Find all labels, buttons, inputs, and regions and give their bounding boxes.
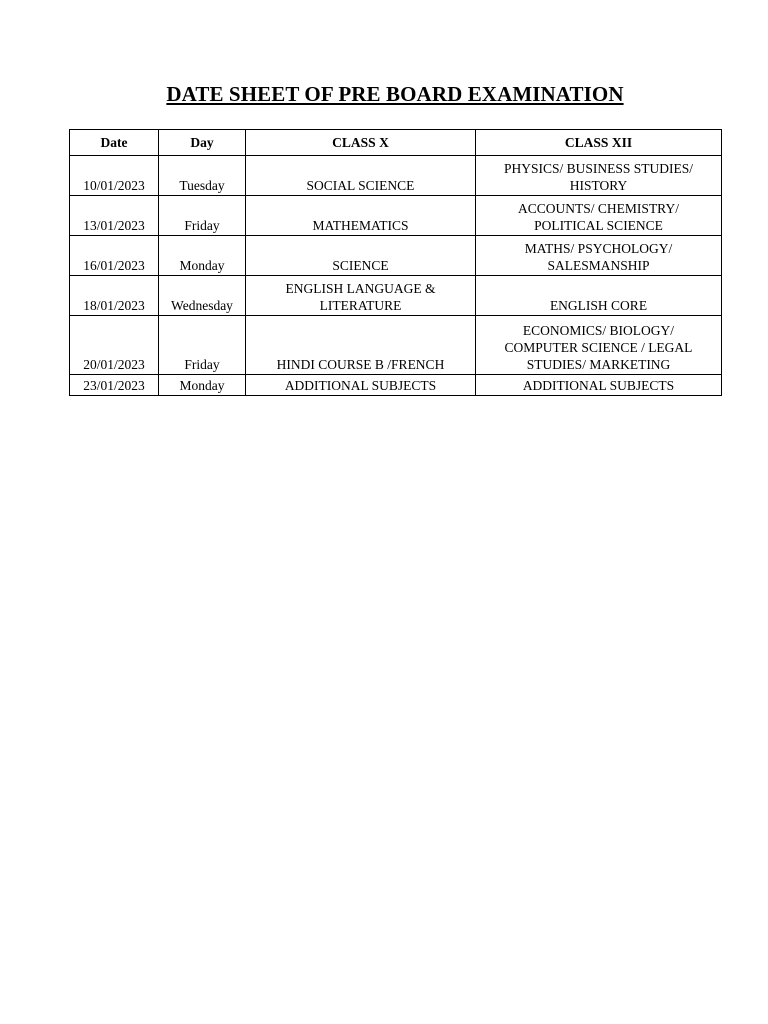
cell-class-x (246, 276, 476, 316)
cell-date: 10/01/2023 (70, 156, 159, 196)
cell-class-x (246, 196, 476, 236)
cell-day: Monday (159, 375, 246, 396)
cell-class-xii (476, 375, 722, 396)
cell-date: 16/01/2023 (70, 236, 159, 276)
cell-class-xii-line: COMPUTER SCIENCE / LEGAL (504, 340, 693, 355)
cell-class-x-line: SCIENCE (332, 258, 389, 273)
table-row (70, 156, 722, 196)
cell-class-xii-line: ACCOUNTS/ CHEMISTRY/ (518, 201, 679, 216)
table-row (70, 316, 722, 375)
cell-date: 18/01/2023 (70, 276, 159, 316)
cell-class-xii (476, 196, 722, 236)
header-date: Date (70, 130, 159, 156)
cell-class-xii-line: ENGLISH CORE (549, 298, 648, 313)
cell-class-x-line: MATHEMATICS (312, 218, 409, 233)
date-sheet-table (69, 129, 722, 396)
table-row (70, 375, 722, 396)
cell-class-xii (476, 276, 722, 316)
cell-class-xii-line: STUDIES/ MARKETING (526, 357, 671, 372)
cell-class-x-line: LITERATURE (319, 298, 402, 313)
table-row (70, 276, 722, 316)
header-day: Day (159, 130, 246, 156)
cell-date: 20/01/2023 (70, 316, 159, 375)
cell-class-xii-line: SALESMANSHIP (547, 258, 650, 273)
cell-class-xii-line: HISTORY (569, 178, 628, 193)
cell-day: Monday (159, 236, 246, 276)
cell-class-x-line: HINDI COURSE B /FRENCH (276, 357, 445, 372)
cell-day: Tuesday (159, 156, 246, 196)
header-class-x: CLASS X (246, 130, 476, 156)
cell-day: Wednesday (159, 276, 246, 316)
cell-class-x-line: ADDITIONAL SUBJECTS (284, 378, 437, 393)
cell-class-xii (476, 316, 722, 375)
table-row (70, 196, 722, 236)
cell-date: 13/01/2023 (70, 196, 159, 236)
cell-class-xii-line: ADDITIONAL SUBJECTS (522, 378, 675, 393)
cell-class-xii-line: POLITICAL SCIENCE (534, 218, 663, 233)
cell-date: 23/01/2023 (70, 375, 159, 396)
cell-day: Friday (159, 316, 246, 375)
header-class-xii: CLASS XII (476, 130, 722, 156)
table-body (70, 156, 722, 396)
table-header-row (70, 130, 722, 156)
cell-class-x (246, 156, 476, 196)
cell-class-x (246, 316, 476, 375)
cell-class-x-line: SOCIAL SCIENCE (306, 178, 415, 193)
cell-class-x (246, 236, 476, 276)
cell-class-x (246, 375, 476, 396)
cell-class-xii-line: MATHS/ PSYCHOLOGY/ (524, 241, 673, 256)
cell-class-xii-line: ECONOMICS/ BIOLOGY/ (522, 323, 675, 338)
table-row (70, 236, 722, 276)
page-title: DATE SHEET OF PRE BOARD EXAMINATION (166, 82, 624, 106)
cell-day: Friday (159, 196, 246, 236)
cell-class-xii (476, 236, 722, 276)
cell-class-xii (476, 156, 722, 196)
cell-class-x-line: ENGLISH LANGUAGE & (285, 281, 436, 296)
cell-class-xii-line: PHYSICS/ BUSINESS STUDIES/ (503, 161, 694, 176)
